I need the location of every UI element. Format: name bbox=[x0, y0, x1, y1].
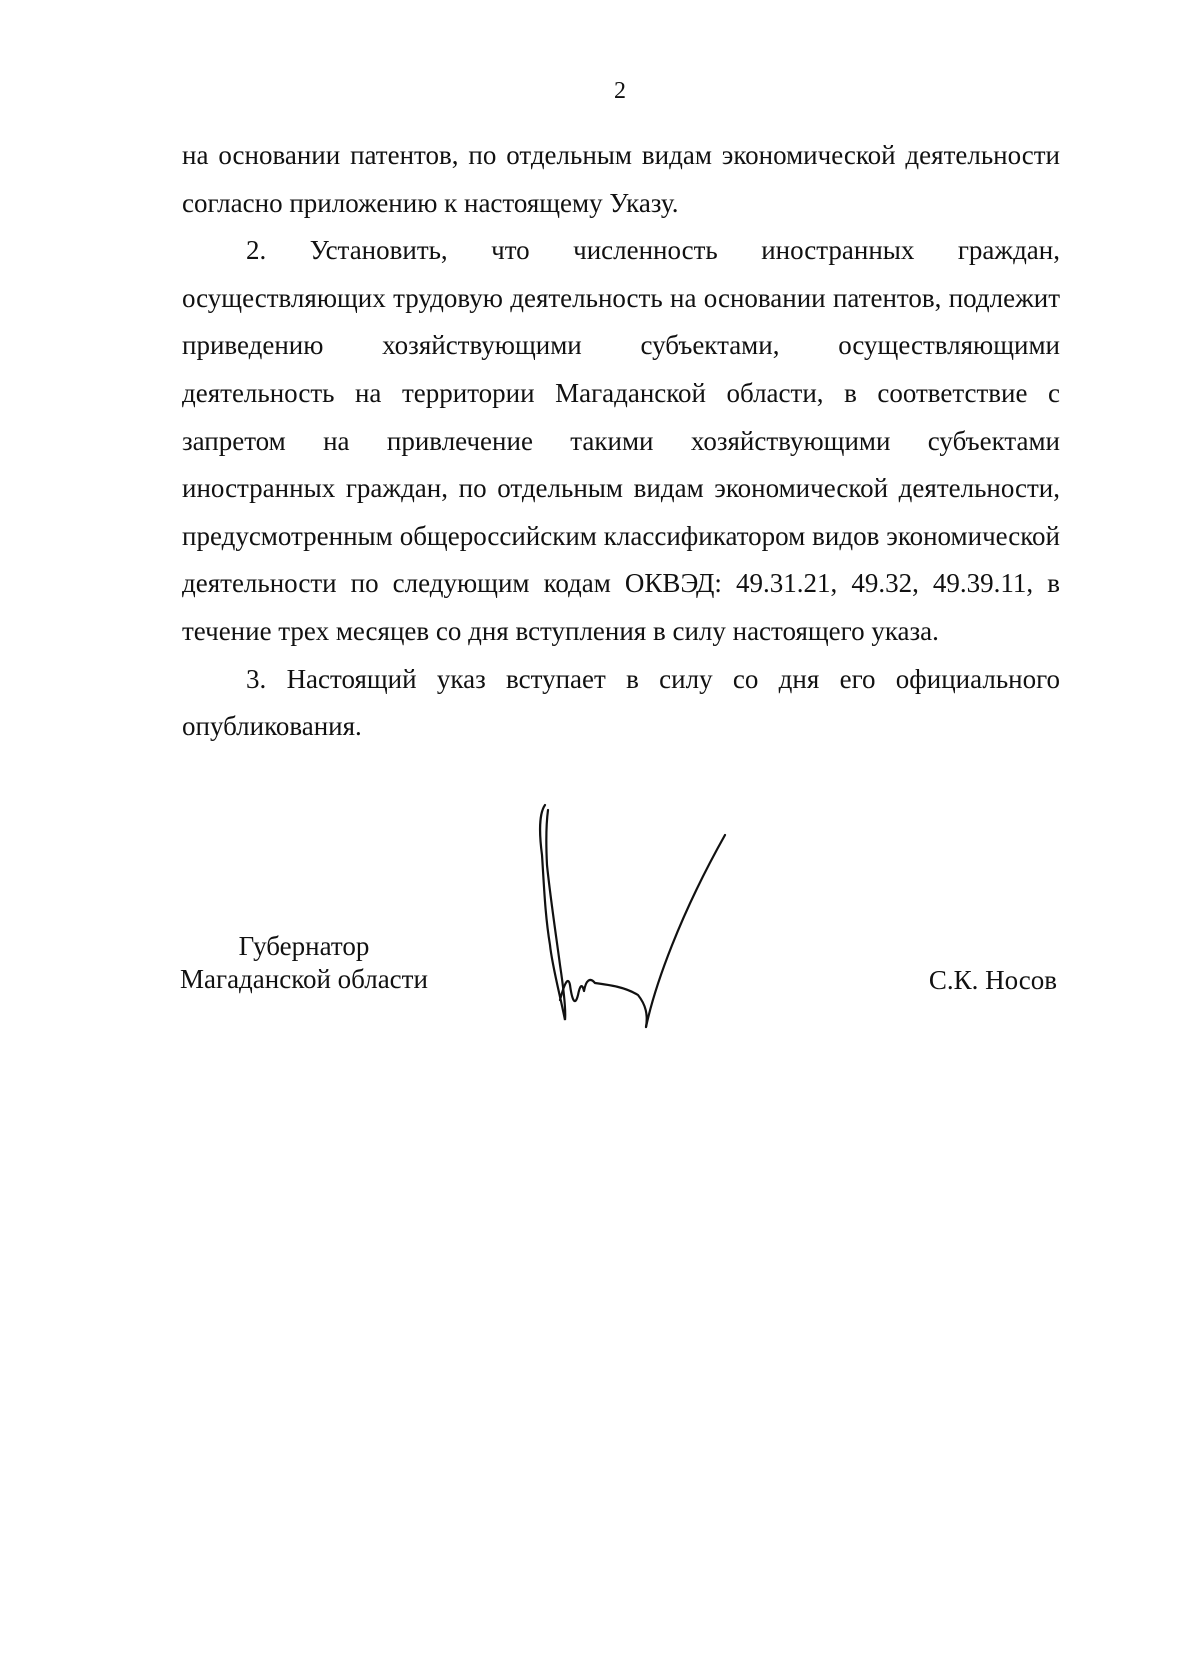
signatory-position bbox=[180, 930, 428, 996]
paragraph-continuation: на основании патентов, по отдельным видам экономической деятельности согласно приложению к настоящему Указу. bbox=[182, 140, 1060, 218]
signatory-name: С.К. Носов bbox=[928, 965, 1057, 995]
page-number: 2 bbox=[614, 78, 626, 104]
signatory-position-line1: Губернатор bbox=[238, 931, 370, 961]
handwritten-signature bbox=[520, 795, 760, 1035]
signatory-position-line2: Магаданской области bbox=[180, 964, 428, 994]
paragraph-item-2: 2. Установить, что численность иностранных граждан, осуществляющих трудовую деятельность на основании патентов, подлежит приведению хозяйствующими субъектами, осуществляющими деятельность на территории Магаданской области, в соответствие с запретом на привлечение такими хозяйствующими субъектами иностранных граждан, по отдельным видам экономической деятельности, предусмотренным общероссийским классификатором видов экономической деятельности по следующим кодам ОКВЭД: 49.31.21, 49.32, 49.39.11, в течение трех месяцев со дня вступления в силу настоящего указа. bbox=[182, 235, 1060, 646]
document-body bbox=[182, 132, 1060, 751]
paragraph-item-3: 3. Настоящий указ вступает в силу со дня его официального опубликования. bbox=[182, 663, 1060, 742]
